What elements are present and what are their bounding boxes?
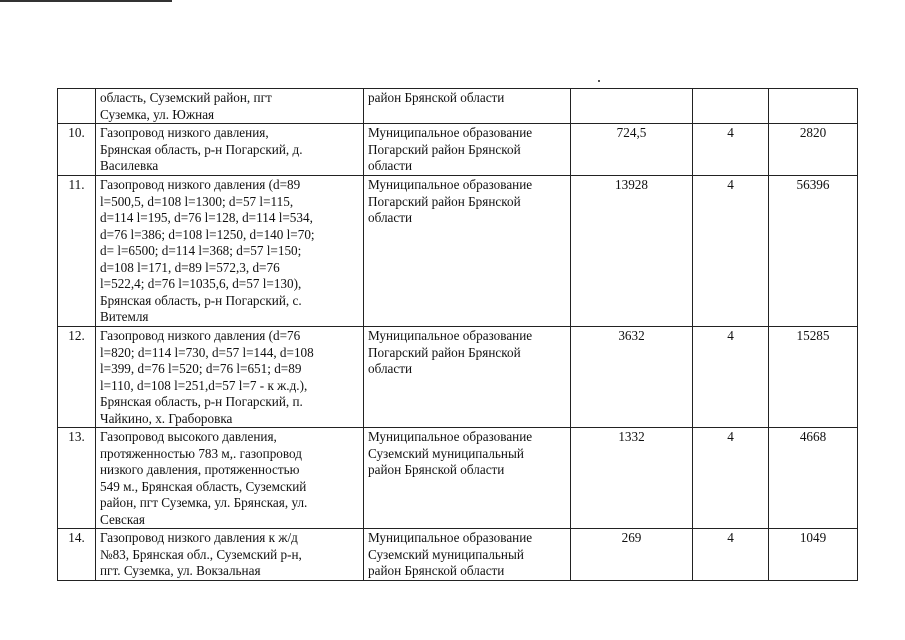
property-table [57,88,858,581]
object-name-line: район, пгт Суземка, ул. Брянская, ул. [100,495,308,510]
object-name-cell [96,327,364,428]
value3-cell: 15285 [769,327,858,428]
object-name-line: l=522,4; d=76 l=1035,6, d=57 l=130), [100,276,302,291]
object-name-line: Брянская область, р-н Погарский, с. [100,292,302,308]
value1-cell: 269 [571,529,693,581]
owner-line: Погарский район Брянской [368,193,521,209]
value1-cell: 1332 [571,428,693,529]
object-name-line: l=820; d=114 l=730, d=57 l=144, d=108 [100,344,314,360]
value3-cell: 2820 [769,124,858,176]
object-name-line: d=76 l=386; d=108 l=1250, d=140 l=70; [100,226,315,242]
object-name-line: низкого давления, протяженностью [100,462,300,477]
table-row [58,176,858,327]
value3-cell: 1049 [769,529,858,581]
value2-cell: 4 [693,176,769,327]
object-name-cell [96,176,364,327]
value2-cell: 4 [693,428,769,529]
value2-cell [693,89,769,124]
owner-line: Муниципальное образование [368,125,533,140]
object-name-line: Брянская область, р-н Погарский, п. [100,394,303,409]
owner-cell [364,428,571,529]
table-row [58,428,858,529]
object-name-line: Суземка, ул. Южная [100,106,215,122]
object-name-line: №83, Брянская обл., Суземский р-н, [100,546,302,562]
object-name-line: 549 м., Брянская область, Суземский [100,478,307,494]
owner-line: Муниципальное образование [368,530,533,545]
object-name-line: Газопровод низкого давления, [100,125,269,140]
object-name-line: Севская [100,511,145,527]
object-name-cell [96,89,364,124]
object-name-cell [96,529,364,581]
table-body [58,89,858,581]
row-number [58,89,96,124]
object-name-line: l=110, d=108 l=251,d=57 l=7 - к ж.д.), [100,377,308,393]
owner-line: области [368,158,413,173]
scan-corner-mark [0,0,172,2]
value1-cell: 724,5 [571,124,693,176]
owner-line: Муниципальное образование [368,429,533,444]
row-number: 14. [58,529,96,581]
object-name-cell [96,124,364,176]
object-name-line: Газопровод высокого давления, [100,429,277,444]
value2-cell: 4 [693,327,769,428]
value1-cell: 3632 [571,327,693,428]
row-number: 11. [58,176,96,327]
object-name-line: Газопровод низкого давления к ж/д [100,530,298,545]
table-row [58,124,858,176]
owner-cell [364,176,571,327]
object-name-line: Василевка [100,158,159,173]
object-name-line: Брянская область, р-н Погарский, д. [100,141,303,157]
value1-cell: 13928 [571,176,693,327]
object-name-line: Витемля [100,309,149,324]
owner-line: Погарский район Брянской [368,141,521,157]
row-number: 10. [58,124,96,176]
object-name-line: Чайкино, х. Граборовка [100,410,233,426]
owner-line: области [368,210,413,225]
object-name-line: d=108 l=171, d=89 l=572,3, d=76 [100,259,280,275]
owner-cell [364,327,571,428]
owner-line: Муниципальное образование [368,328,533,343]
owner-line: район Брянской области [368,563,505,578]
value2-cell: 4 [693,529,769,581]
object-name-line: Газопровод низкого давления (d=76 [100,328,301,343]
owner-cell [364,89,571,124]
value3-cell [769,89,858,124]
owner-cell [364,529,571,581]
owner-line: район Брянской области [368,90,505,105]
value3-cell: 56396 [769,176,858,327]
owner-line: Муниципальное образование [368,177,533,192]
object-name-line: l=500,5, d=108 l=1300; d=57 l=115, [100,193,294,209]
object-name-line: протяженностью 783 м,. газопровод [100,445,302,461]
object-name-line: пгт. Суземка, ул. Вокзальная [100,563,261,578]
owner-line: области [368,361,413,376]
table-row [58,529,858,581]
row-number: 12. [58,327,96,428]
object-name-line: d=114 l=195, d=76 l=128, d=114 l=534, [100,210,313,225]
object-name-line: область, Суземский район, пгт [100,90,272,105]
owner-cell [364,124,571,176]
object-name-line: d= l=6500; d=114 l=368; d=57 l=150; [100,243,302,258]
owner-line: Суземский муниципальный [368,445,524,461]
table-row [58,327,858,428]
owner-line: Суземский муниципальный [368,546,524,562]
table-row [58,89,858,124]
owner-line: район Брянской области [368,462,505,477]
value2-cell: 4 [693,124,769,176]
object-name-line: l=399, d=76 l=520; d=76 l=651; d=89 [100,361,302,376]
owner-line: Погарский район Брянской [368,344,521,360]
value3-cell: 4668 [769,428,858,529]
object-name-line: Газопровод низкого давления (d=89 [100,177,301,192]
value1-cell [571,89,693,124]
scan-dot-mark [598,80,600,82]
row-number: 13. [58,428,96,529]
object-name-cell [96,428,364,529]
